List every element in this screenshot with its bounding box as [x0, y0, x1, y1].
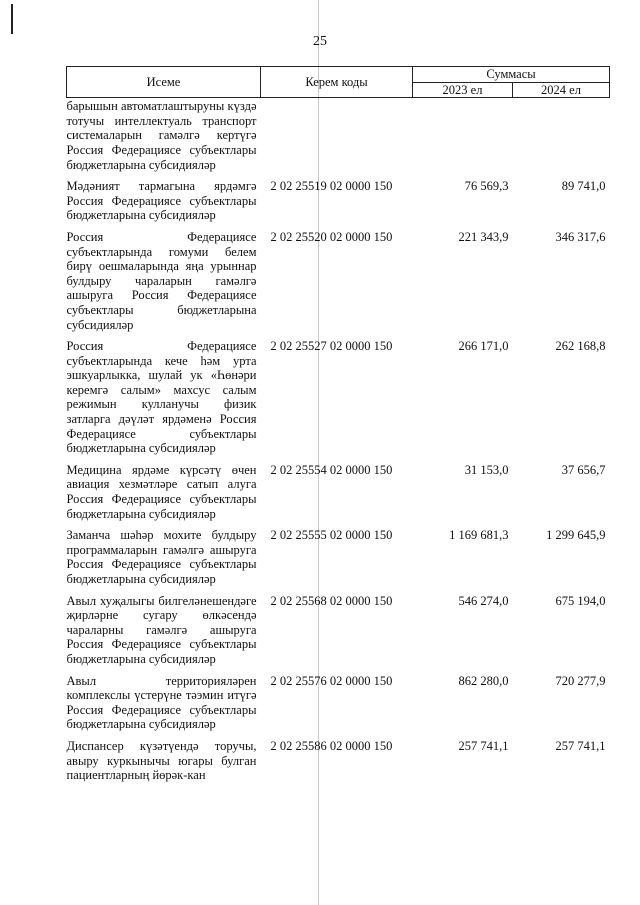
table-row	[67, 98, 610, 179]
row-name: Авыл территорияләрен комплекслы үстерүне тәэмин итүгә Россия Федерациясе субъектлары бюджетларына субсидияләр	[66, 673, 257, 732]
row-code	[261, 98, 413, 179]
row-sum-2023	[413, 98, 513, 179]
row-name: Россия Федерациясе субъектларында гомуми белем бирү оешмаларында яңа урыннар булдыру чараларын гамәлгә ашыруга Россия Федерациясе субъектлары бюджетларына субсидияләр	[66, 229, 257, 332]
row-sum-2023: 1 169 681,3	[449, 528, 509, 543]
row-name: Медицина ярдәме күрсәтү өчен авиация хезмәтләре сатып алуга Россия Федерациясе субъектлары бюджетларына субсидияләр	[66, 462, 257, 521]
table-row	[67, 528, 610, 593]
header-code: Керем коды	[261, 67, 413, 98]
row-sum-2024: 89 741,0	[561, 179, 606, 194]
row-sum-2024: 257 741,1	[555, 738, 606, 753]
row-sum-2023: 862 280,0	[458, 673, 509, 688]
row-sum-2024: 37 656,7	[561, 462, 606, 477]
row-code: 2 02 25555 02 0000 150	[270, 528, 393, 543]
row-name: Диспансер күзәтүендә торучы, авыру куркынычы югары булган пациентларның йөрәк-кан	[66, 738, 257, 783]
table-row	[67, 674, 610, 739]
table-row	[67, 179, 610, 230]
row-sum-2024: 675 194,0	[555, 593, 606, 608]
header-year-2024: 2024 ел	[513, 82, 610, 98]
page-number: 25	[313, 34, 327, 49]
row-code: 2 02 25586 02 0000 150	[270, 738, 393, 753]
row-sum-2023: 546 274,0	[458, 593, 509, 608]
row-sum-2024: 1 299 645,9	[546, 528, 606, 543]
row-code: 2 02 25576 02 0000 150	[270, 673, 393, 688]
table-row	[67, 339, 610, 463]
row-code: 2 02 25554 02 0000 150	[270, 462, 393, 477]
header-sum: Суммасы	[413, 67, 610, 83]
row-name: Авыл хуҗалыгы билгеләнешендәге җирләрне сугару өлкәсендә чараларны гамәлгә ашыруга Россия Федерациясе субъектлары бюджетларына субсидияләр	[66, 593, 257, 666]
row-sum-2023: 257 741,1	[458, 738, 509, 753]
row-name: барышын автоматлаштыруны күздә тотучы интеллектуаль транспорт системаларын гамәлгә кертүгә Россия Федерациясе субъектлары бюджетларына субсидияләр	[66, 99, 257, 172]
row-code: 2 02 25568 02 0000 150	[270, 593, 393, 608]
row-sum-2023: 221 343,9	[458, 229, 509, 244]
table-row	[67, 230, 610, 339]
row-code: 2 02 25519 02 0000 150	[270, 179, 393, 194]
row-code: 2 02 25520 02 0000 150	[270, 229, 393, 244]
row-code: 2 02 25527 02 0000 150	[270, 339, 393, 354]
row-name: Россия Федерациясе субъектларында кече һәм урта эшкуарлыкка, шулай ук «Һөнәри керемгә салым» махсус салым режимын кулланучы физик затларга дәүләт ярдәменә Россия Федерациясе субъектлары бюджетларына субсидияләр	[66, 339, 257, 456]
table-row	[67, 463, 610, 528]
row-sum-2024: 720 277,9	[555, 673, 606, 688]
row-sum-2024: 346 317,6	[555, 229, 606, 244]
row-name: Заманча шәһәр мохите булдыру программаларын гамәлгә ашыруга Россия Федерациясе субъектлары бюджетларына субсидияләр	[66, 528, 257, 586]
row-sum-2024: 262 168,8	[555, 339, 606, 354]
row-sum-2023: 31 153,0	[464, 462, 509, 477]
margin-mark	[11, 4, 13, 34]
row-sum-2023: 76 569,3	[464, 179, 509, 194]
row-sum-2024	[513, 98, 610, 179]
header-name: Исеме	[67, 67, 261, 98]
header-year-2023: 2023 ел	[413, 82, 513, 98]
budget-table	[66, 66, 610, 790]
row-sum-2023: 266 171,0	[458, 339, 509, 354]
row-name: Мәдәният тармагына ярдәмгә Россия Федерациясе субъектлары бюджетларына субсидияләр	[66, 179, 257, 223]
table-row	[67, 594, 610, 674]
table-row	[67, 739, 610, 790]
